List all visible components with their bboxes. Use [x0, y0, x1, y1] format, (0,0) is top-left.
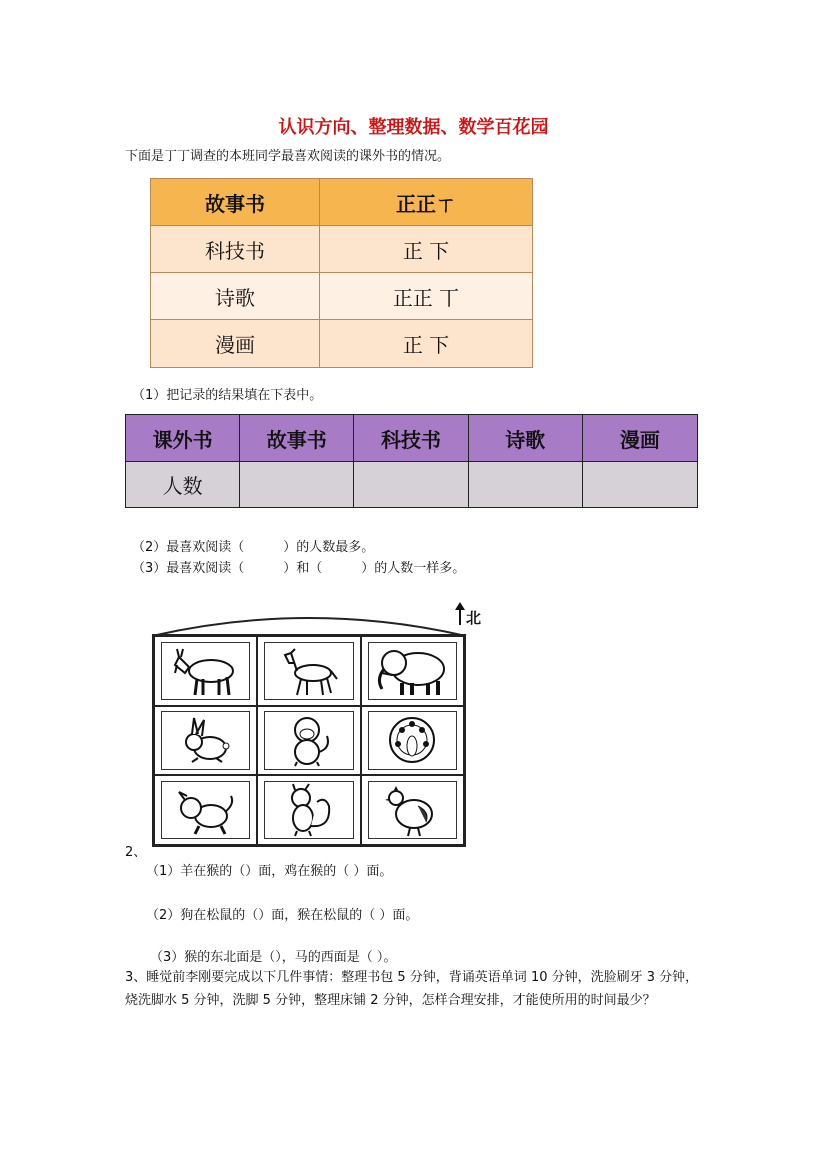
fill-header: 故事书	[240, 415, 354, 462]
fill-header: 漫画	[583, 415, 697, 462]
section-2-question-1: （1）羊在猴的（）面，鸡在猴的（ ）面。	[146, 864, 393, 879]
question-2: （2）最喜欢阅读（ ）的人数最多。	[132, 540, 375, 555]
chicken-icon	[382, 782, 442, 838]
tally-label: 漫画	[151, 320, 320, 367]
tally-label: 故事书	[151, 179, 320, 226]
tally-mark: 正 下	[320, 320, 532, 367]
tally-label: 诗歌	[151, 273, 320, 320]
intro-text: 下面是丁丁调查的本班同学最喜欢阅读的课外书的情况。	[125, 149, 451, 164]
answer-cell[interactable]	[583, 462, 697, 507]
north-arrow-icon	[455, 602, 465, 625]
question-1: （1）把记录的结果填在下表中。	[132, 388, 323, 403]
monkey-icon	[279, 712, 339, 768]
tally-mark: 正 下	[320, 226, 532, 273]
tally-mark: 正正ㄒ	[320, 179, 532, 226]
fill-row-label: 人数	[126, 462, 240, 507]
peacock-icon	[382, 712, 442, 768]
goat-icon	[171, 643, 241, 699]
section-2-number: 2、	[125, 845, 147, 860]
north-label: 北	[466, 609, 482, 627]
rabbit-icon	[176, 712, 236, 768]
dog-icon	[173, 782, 239, 838]
section-3-question: 3、睡觉前李刚要完成以下几件事情：整理书包 5 分钟，背诵英语单词 10 分钟，洗脸刷牙 3 分钟，烧洗脚水 5 分钟，洗脚 5 分钟，整理床铺 2 分钟，怎样合理安排，才能使所用的时间最少？	[125, 970, 699, 1008]
horse-icon	[279, 643, 339, 699]
answer-cell[interactable]	[469, 462, 583, 507]
fill-table	[125, 414, 698, 508]
answer-cell[interactable]	[240, 462, 354, 507]
page-title: 认识方向、整理数据、数学百花园	[278, 117, 549, 138]
answer-cell[interactable]	[354, 462, 468, 507]
tally-table	[150, 178, 533, 368]
tally-mark: 正正 丅	[320, 273, 532, 320]
fill-header: 诗歌	[469, 415, 583, 462]
tally-label: 科技书	[151, 226, 320, 273]
squirrel-icon	[279, 782, 339, 838]
fill-header: 科技书	[354, 415, 468, 462]
animal-map-grid	[152, 634, 466, 847]
elephant-icon	[372, 643, 452, 699]
section-2-question-2: （2）狗在松鼠的（）面，猴在松鼠的（ ）面。	[146, 908, 419, 923]
section-2-question-3: （3）猴的东北面是（），马的西面是（ ）。	[150, 950, 397, 965]
fill-header: 课外书	[126, 415, 240, 462]
question-3: （3）最喜欢阅读（ ）和（ ）的人数一样多。	[132, 561, 466, 576]
